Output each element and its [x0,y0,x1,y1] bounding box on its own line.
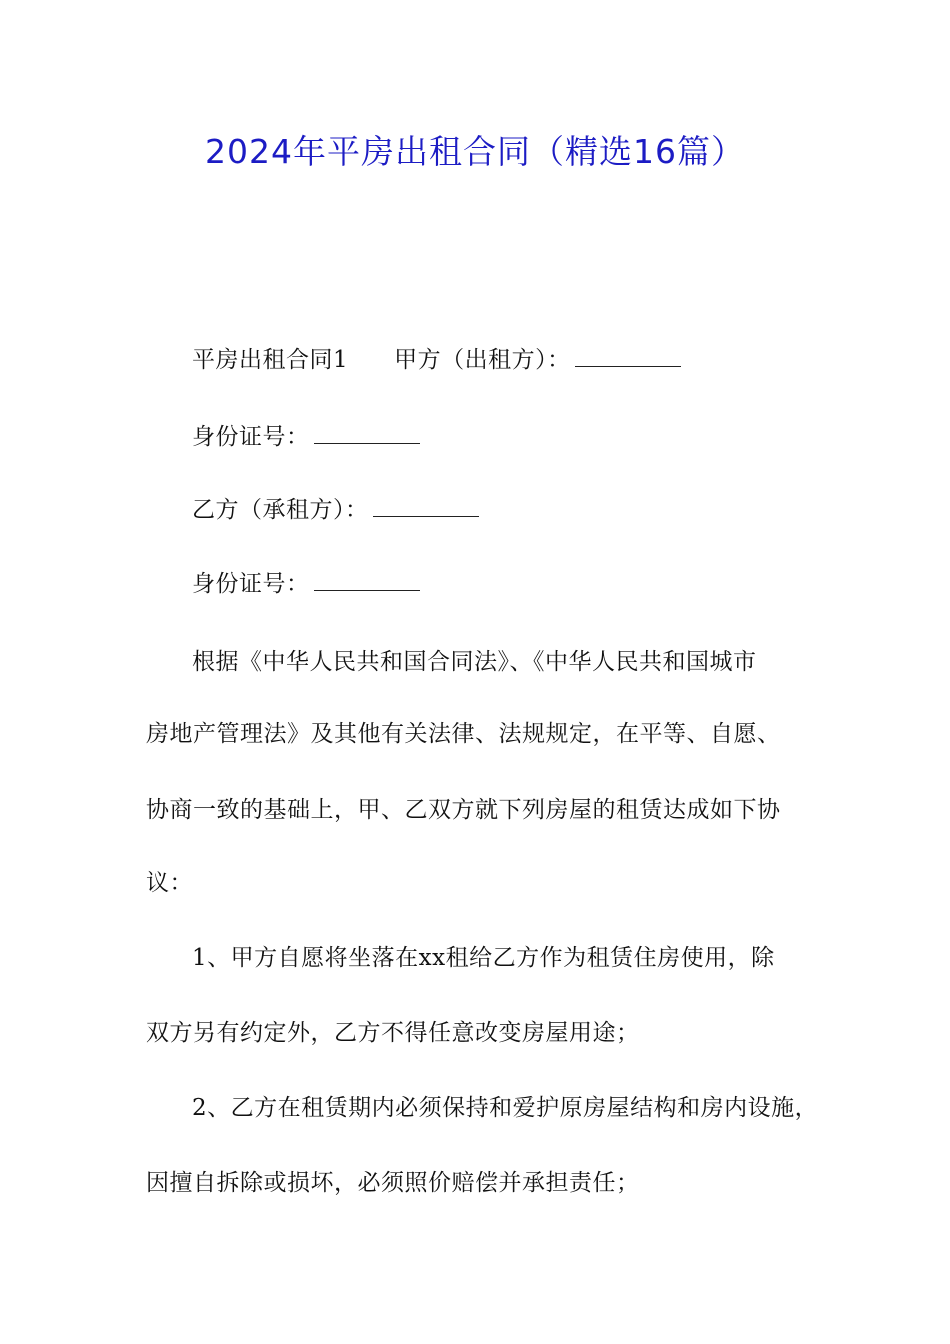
contract-label: 平房出租合同1 [192,347,349,373]
id-line-1 [192,420,420,454]
party-a-label: 甲方（出租方）： [394,347,571,373]
paragraph-line: 双方另有约定外，乙方不得任意改变房屋用途； [146,1020,640,1046]
party-b-line [192,493,479,527]
id-line-2 [192,567,420,601]
paragraph-line: 因擅自拆除或损坏，必须照价赔偿并承担责任； [146,1170,640,1196]
header-line [192,343,681,377]
id-label-1: 身份证号： [192,424,310,450]
paragraph-line: 2、乙方在租赁期内必须保持和爱护原房屋结构和房内设施， [192,1095,819,1121]
id-label-2: 身份证号： [192,571,310,597]
paragraph-line: 房地产管理法》及其他有关法律、法规规定，在平等、自愿、 [146,721,781,747]
document-title: 2024年平房出租合同（精选16篇） [205,132,745,171]
paragraph-line: 议： [146,870,193,896]
paragraph-line: 根据《中华人民共和国合同法》、《中华人民共和国城市 [192,649,757,675]
paragraph-line: 协商一致的基础上，甲、乙双方就下列房屋的租赁达成如下协 [146,797,781,823]
party-b-blank[interactable] [373,494,479,517]
id-blank-2[interactable] [314,568,420,591]
paragraph-line: 1、甲方自愿将坐落在xx租给乙方作为租赁住房使用，除 [192,945,775,971]
party-b-label: 乙方（承租方）： [192,497,369,523]
id-blank-1[interactable] [314,421,420,444]
party-a-blank[interactable] [575,344,681,367]
